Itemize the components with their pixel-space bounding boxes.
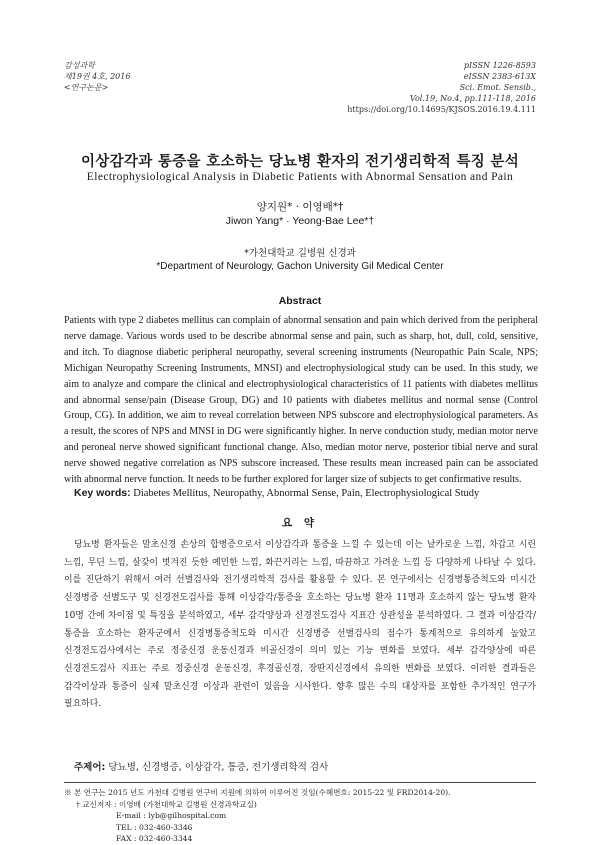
keywords-label: Key words: bbox=[74, 487, 131, 499]
authors-korean: 양지원* · 이영배*† bbox=[256, 201, 344, 213]
abstract-body bbox=[64, 313, 538, 488]
affiliation-korean: *가천대학교 길병원 신경과 bbox=[244, 248, 356, 259]
summary-heading: 요 약 bbox=[282, 517, 318, 529]
title-korean: 이상감각과 통증을 호소하는 당뇨병 환자의 전기생리학적 특징 분석 bbox=[80, 154, 520, 170]
keywords-ko-list: 당뇨병, 신경병증, 이상감각, 통증, 전기생리학적 검사 bbox=[108, 762, 329, 773]
contact-email[interactable]: E-mail : lyb@gilhospital.com bbox=[116, 811, 227, 820]
footnote-divider bbox=[64, 782, 536, 783]
doi-link[interactable]: https://doi.org/10.14695/KJSOS.2016.19.4.111 bbox=[347, 105, 536, 114]
abstract-text: Patients with type 2 diabetes mellitus can complain of abnormal sensation and pain which derived from the peripheral nerve damage. Various words used to be describe abnormal sense and pain, such as sharp, hot, dull, cold, sensitive, and itch. To diagnose diabetic peripheral neuropathy, several screening instruments (Neuropathic Pain Scale, NPS; Michigan Neuropathy Screening Instruments, MNSI) and electrophysiological study can be used. In this study, we aim to analyze and compare the clinical and electrophysiological characteristics of 11 patients with diabetes mellitus and abnormal sense/pain (Disease Group, DG) and 10 patients with diabetes mellitus and normal sense (Control Group, CG). In addition, we aim to reveal correlation between NPS subscore and electrophysiological parameters. As a result, the scores of NPS and MNSI in DG were significantly higher. In nerve conduction study, median motor nerve and peroneal nerve showed significant functional change. Also, median motor nerve, posterior tibial nerve and sural nerve showed negative correlation as NPS subscore increased. These results mean increased pain can be associated with abnormal nerve function. It needs to be further explored for larger size of subjects to get confirmative results. bbox=[64, 315, 538, 486]
journal-name-ko: 감성과학 bbox=[64, 61, 95, 70]
footnote-funding: ※ 본 연구는 2015 년도 가천대 길병원 연구비 지원에 의하여 이루어진 것임(수혜번호: 2015-22 및 FRD2014-20). bbox=[64, 788, 451, 797]
journal-header-left bbox=[64, 60, 130, 93]
journal-volume-ko: 제19권 4호, 2016 bbox=[64, 72, 131, 81]
footnote-corresponding: † 교신저자 : 이영배 (가천대학교 길병원 신경과학교실) bbox=[76, 799, 257, 809]
article-type: <연구논문> bbox=[64, 83, 109, 92]
volume-pages: Vol.19, No.4, pp.111-118, 2016 bbox=[409, 94, 536, 103]
keywords-korean bbox=[74, 759, 534, 773]
eissn: eISSN 2383-613X bbox=[463, 72, 536, 81]
pissn: pISSN 1226-8593 bbox=[463, 61, 536, 70]
footnotes bbox=[64, 787, 534, 845]
contact-fax: FAX : 032-460-3344 bbox=[116, 834, 193, 843]
summary-body: 당뇨병 환자들은 말초신경 손상의 합병증으로서 이상감각과 통증을 느낄 수 있는데 이는 날카로운 느낌, 차갑고 시린 느낌, 무딘 느낌, 살갗이 벗겨진 듯한 예민한 느낌, 화끈거리는 느낌, 따끔하고 가려운 느낌 등 다양하게 나타날 수 있다. 이를 진단하기 위해서 여러 선별검사와 전기생리학적 검사를 활용할 수 있다. 본 연구에서는 신경병통증척도와 미시간 신경병증 선별도구 및 신경전도검사를 통해 이상감각/통증을 호소하는 당뇨병 환자 11명과 호소하지 않는 당뇨병 환자 10명 간에 차이점 및 특징을 분석하였고, 세부 감각양상과 신경전도검사 지표간 상관성을 분석하였다. 그 결과 이상감각/통증을 호소하는 환자군에서 신경병통증척도와 미시간 신경병증 선별검사의 점수가 통계적으로 유의하게 높았고 신경전도검사에서는 주로 정중신경 운동신경과 비골신경이 의미 있는 기능 변화를 보였다. 세부 감각양상에 따른 신경전도검사 지표는 주로 정중신경 운동신경, 후경골신경, 장딴지신경에서 유의한 변화를 보였다. 이러한 결과들은 감각이상과 통증이 실제 말초신경 이상과 관련이 있음을 시사한다. 향후 많은 수의 대상자를 포함한 추가적인 연구가 필요하다. bbox=[64, 540, 536, 710]
authors-english: Jiwon Yang* · Yeong-Bae Lee*† bbox=[225, 215, 375, 227]
keywords-list: Diabetes Mellitus, Neuropathy, Abnormal Sense, Pain, Electrophysiological Study bbox=[133, 488, 480, 499]
contact-tel: TEL : 032-460-3346 bbox=[116, 822, 193, 832]
keywords-english bbox=[74, 487, 544, 499]
affiliation-english: *Department of Neurology, Gachon University Gil Medical Center bbox=[156, 261, 444, 272]
keywords-ko-label: 주제어: bbox=[74, 762, 106, 773]
abstract-heading: Abstract bbox=[278, 295, 322, 307]
journal-header-right bbox=[347, 60, 536, 115]
journal-abbrev: Sci. Emot. Sensib., bbox=[459, 83, 536, 92]
title-english: Electrophysiological Analysis in Diabetic Patients with Abnormal Sensation and Pain bbox=[86, 171, 514, 183]
